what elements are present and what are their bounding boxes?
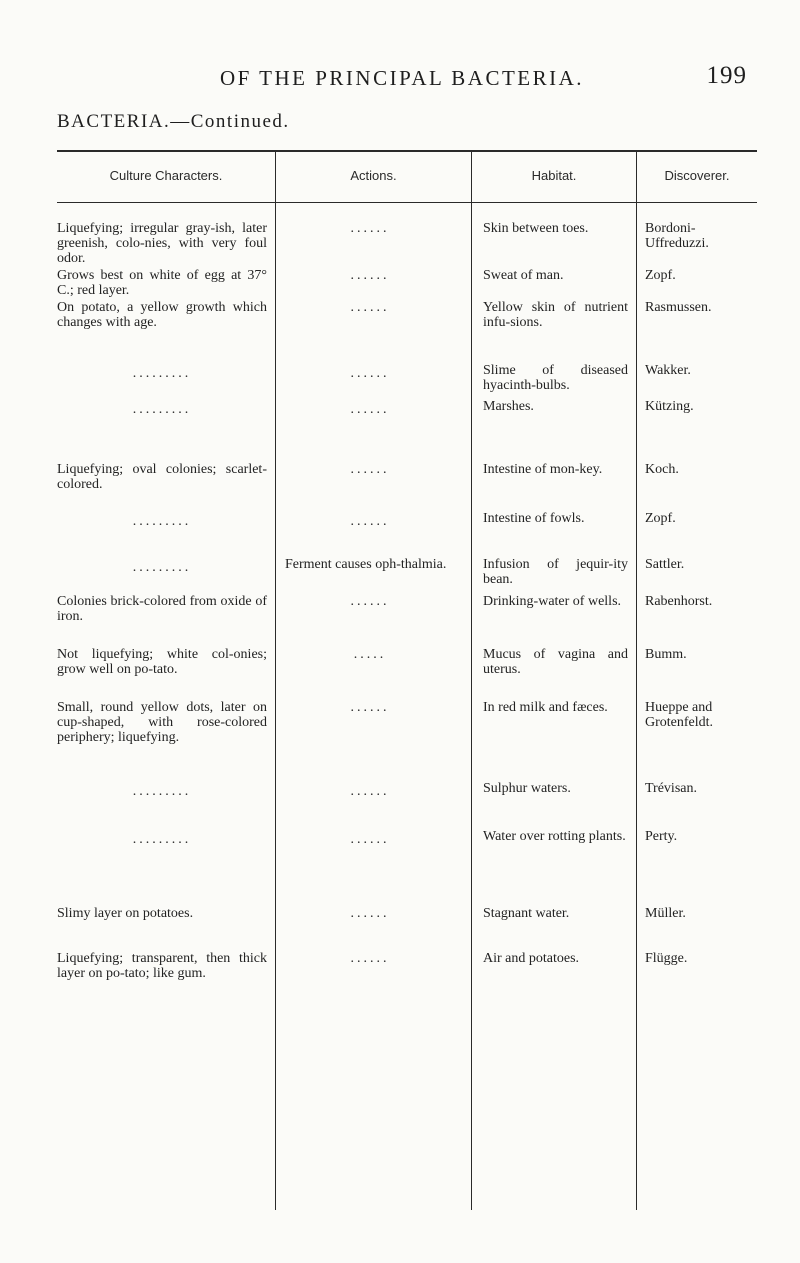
- actions-cell: ......: [350, 832, 390, 847]
- column-header-actions: Actions.: [350, 168, 397, 183]
- actions-cell: ......: [350, 594, 390, 609]
- discoverer-cell: Müller.: [645, 906, 686, 921]
- actions-cell: ......: [350, 300, 390, 315]
- culture-cell: Slimy layer on potatoes.: [57, 906, 194, 921]
- running-head: OF THE PRINCIPAL BACTERIA.: [219, 66, 585, 90]
- discoverer-cell: Zopf.: [645, 511, 676, 526]
- page-header: [57, 60, 747, 100]
- habitat-cell: Sweat of man.: [483, 268, 564, 283]
- culture-cell: .........: [132, 784, 192, 799]
- culture-cell: On potato, a yellow growth which changes with age.: [57, 300, 267, 330]
- habitat-cell: Mucus of vagina and uterus.: [483, 647, 628, 677]
- culture-cell: .........: [132, 514, 192, 529]
- culture-cell: Grows best on white of egg at 37° C.; red layer.: [57, 268, 267, 298]
- column-divider-3: [636, 150, 637, 1210]
- discoverer-cell: Flügge.: [645, 951, 688, 966]
- culture-cell: Small, round yellow dots, later on cup-shaped, with rose-colored periphery; liquefying.: [57, 700, 267, 745]
- actions-cell: ......: [350, 462, 390, 477]
- actions-cell: ......: [350, 268, 390, 283]
- column-header-discoverer: Discoverer.: [664, 168, 730, 183]
- culture-cell: Colonies brick-colored from oxide of iron.: [57, 594, 267, 624]
- column-divider-1: [275, 150, 276, 1210]
- discoverer-cell: Hueppe and Grotenfeldt.: [645, 700, 714, 730]
- actions-cell: Ferment causes oph-thalmia.: [285, 557, 447, 572]
- discoverer-cell: Rabenhorst.: [645, 594, 713, 609]
- habitat-cell: Water over rotting plants.: [483, 829, 626, 844]
- table-top-rule: [57, 150, 757, 152]
- discoverer-cell: Zopf.: [645, 268, 676, 283]
- culture-cell: Liquefying; oval colonies; scarlet-colored.: [57, 462, 267, 492]
- column-header-habitat: Habitat.: [531, 168, 577, 183]
- column-header-culture: Culture Characters.: [109, 168, 223, 183]
- discoverer-cell: Bordoni-Uffreduzzi.: [645, 221, 709, 251]
- culture-cell: .........: [132, 832, 192, 847]
- discoverer-cell: Koch.: [645, 462, 679, 477]
- discoverer-cell: Trévisan.: [645, 781, 697, 796]
- actions-cell: ......: [350, 784, 390, 799]
- actions-cell: ......: [350, 402, 390, 417]
- page-number: 199: [706, 62, 747, 89]
- actions-cell: ......: [350, 514, 390, 529]
- culture-cell: .........: [132, 366, 192, 381]
- culture-cell: .........: [132, 402, 192, 417]
- actions-cell: .....: [353, 647, 387, 662]
- column-divider-2: [471, 150, 472, 1210]
- culture-cell: Not liquefying; white col-onies; grow well on po-tato.: [57, 647, 267, 677]
- habitat-cell: Intestine of fowls.: [483, 511, 585, 526]
- culture-cell: Liquefying; irregular gray-ish, later greenish, colo-nies, with very foul odor.: [57, 221, 267, 266]
- habitat-cell: In red milk and fæces.: [483, 700, 608, 715]
- actions-cell: ......: [350, 906, 390, 921]
- culture-cell: .........: [132, 560, 192, 575]
- header-bottom-rule: [57, 202, 757, 203]
- culture-cell: Liquefying; transparent, then thick layer on po-tato; like gum.: [57, 951, 267, 981]
- discoverer-cell: Sattler.: [645, 557, 685, 572]
- actions-cell: ......: [350, 951, 390, 966]
- habitat-cell: Sulphur waters.: [483, 781, 571, 796]
- habitat-cell: Air and potatoes.: [483, 951, 580, 966]
- habitat-cell: Slime of diseased hyacinth-bulbs.: [483, 363, 628, 393]
- actions-cell: ......: [350, 221, 390, 236]
- discoverer-cell: Wakker.: [645, 363, 691, 378]
- habitat-cell: Yellow skin of nutrient infu-sions.: [483, 300, 628, 330]
- discoverer-cell: Rasmussen.: [645, 300, 712, 315]
- habitat-cell: Intestine of mon-key.: [483, 462, 603, 477]
- discoverer-cell: Bumm.: [645, 647, 687, 662]
- habitat-cell: Drinking-water of wells.: [483, 594, 622, 609]
- section-title: BACTERIA.—Continued.: [57, 111, 290, 132]
- habitat-cell: Stagnant water.: [483, 906, 570, 921]
- habitat-cell: Skin between toes.: [483, 221, 589, 236]
- discoverer-cell: Kützing.: [645, 399, 694, 414]
- habitat-cell: Marshes.: [483, 399, 534, 414]
- habitat-cell: Infusion of jequir-ity bean.: [483, 557, 628, 587]
- actions-cell: ......: [350, 366, 390, 381]
- actions-cell: ......: [350, 700, 390, 715]
- discoverer-cell: Perty.: [645, 829, 678, 844]
